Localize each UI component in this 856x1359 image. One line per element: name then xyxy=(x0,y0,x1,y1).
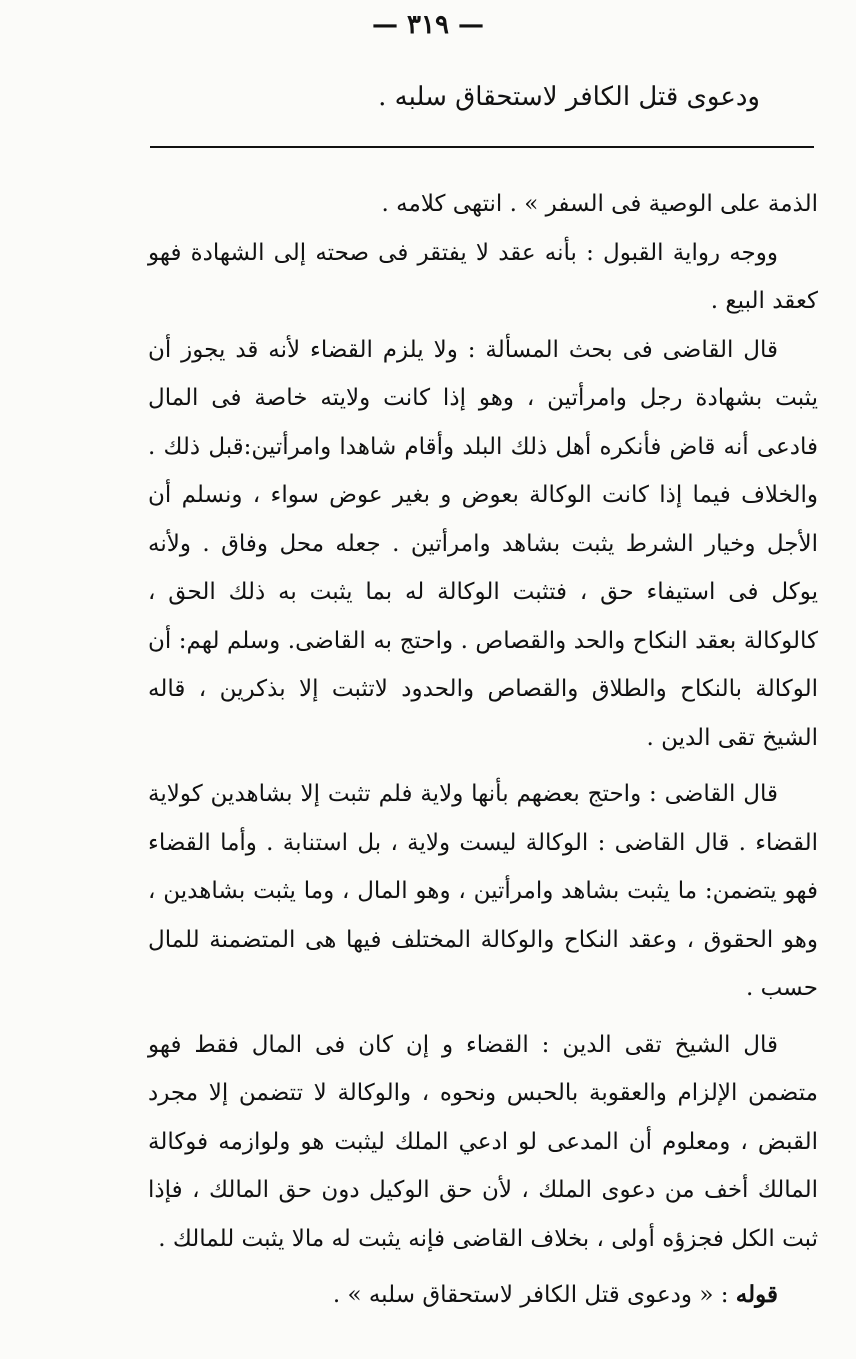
separator-rule xyxy=(150,146,814,148)
page-number: — ٣١٩ — xyxy=(371,10,485,40)
paragraph: قال القاضى فى بحث المسألة : ولا يلزم القضاء لأنه قد يجوز أن يثبت بشهادة رجل وامرأتين ، وهو إذا كانت ولايته خاصة فى المال فادعى أنه قاض فأنكره أهل ذلك البلد وأقام شاهدا وامرأتين:قبل ذلك . والخلاف فيما إذا كانت الوكالة بعوض و بغير عوض سواء ، ونسلم أن الأجل وخيار الشرط يثبت بشاهد وامرأتين . جعله محل وفاق . ولأنه يوكل فى استيفاء حق ، فتثبت الوكالة له بما يثبت به ذلك الحق ، كالوكالة بعقد النكاح والحد والقصاص . واحتج به القاضى. وسلم لهم: أن الوكالة بالنكاح والطلاق والقصاص والحدود لاتثبت إلا بذكرين ، قاله الشيخ تقى الدين . xyxy=(148,336,818,751)
paragraph: قال القاضى : واحتج بعضهم بأنها ولاية فلم تثبت إلا بشاهدين كولاية القضاء . قال القاضى : الوكالة ليست ولاية ، بل استنابة . وأما القضاء فهو يتضمن: ما يثبت بشاهد وامرأتين ، وهو المال ، وما يثبت بشاهدين ، وهو الحقوق ، وعقد النكاح والوكالة المختلف فيها هى المتضمنة للمال حسب . xyxy=(148,781,818,1001)
paragraph: ووجه رواية القبول : بأنه عقد لا يفتقر فى صحته إلى الشهادة فهو كعقد البيع . xyxy=(148,239,818,314)
quote-text: : « ودعوى قتل الكافر لاستحقاق سلبه » . xyxy=(332,1282,729,1308)
quote-keyword: قوله xyxy=(735,1281,778,1308)
paragraph: قال الشيخ تقى الدين : القضاء و إن كان فى المال فقط فهو متضمن الإلزام والعقوبة بالحبس ونحوه ، والوكالة لا تتضمن إلا مجرد القبض ، ومعلوم أن المدعى لو ادعي الملك ليثبت هو ولوازمه فوكالة المالك أخف من دعوى الملك ، لأن حق الوكيل دون حق المالك ، فإذا ثبت الكل فجزؤه أولى ، بخلاف القاضى فإنه يثبت له مالا يثبت للمالك . xyxy=(148,1031,819,1252)
commentary-body xyxy=(148,180,818,1320)
paragraph: الذمة على الوصية فى السفر » . انتهى كلامه . xyxy=(381,191,818,217)
matn-line: ودعوى قتل الكافر لاستحقاق سلبه . xyxy=(378,82,760,112)
final-quote xyxy=(148,1271,818,1320)
